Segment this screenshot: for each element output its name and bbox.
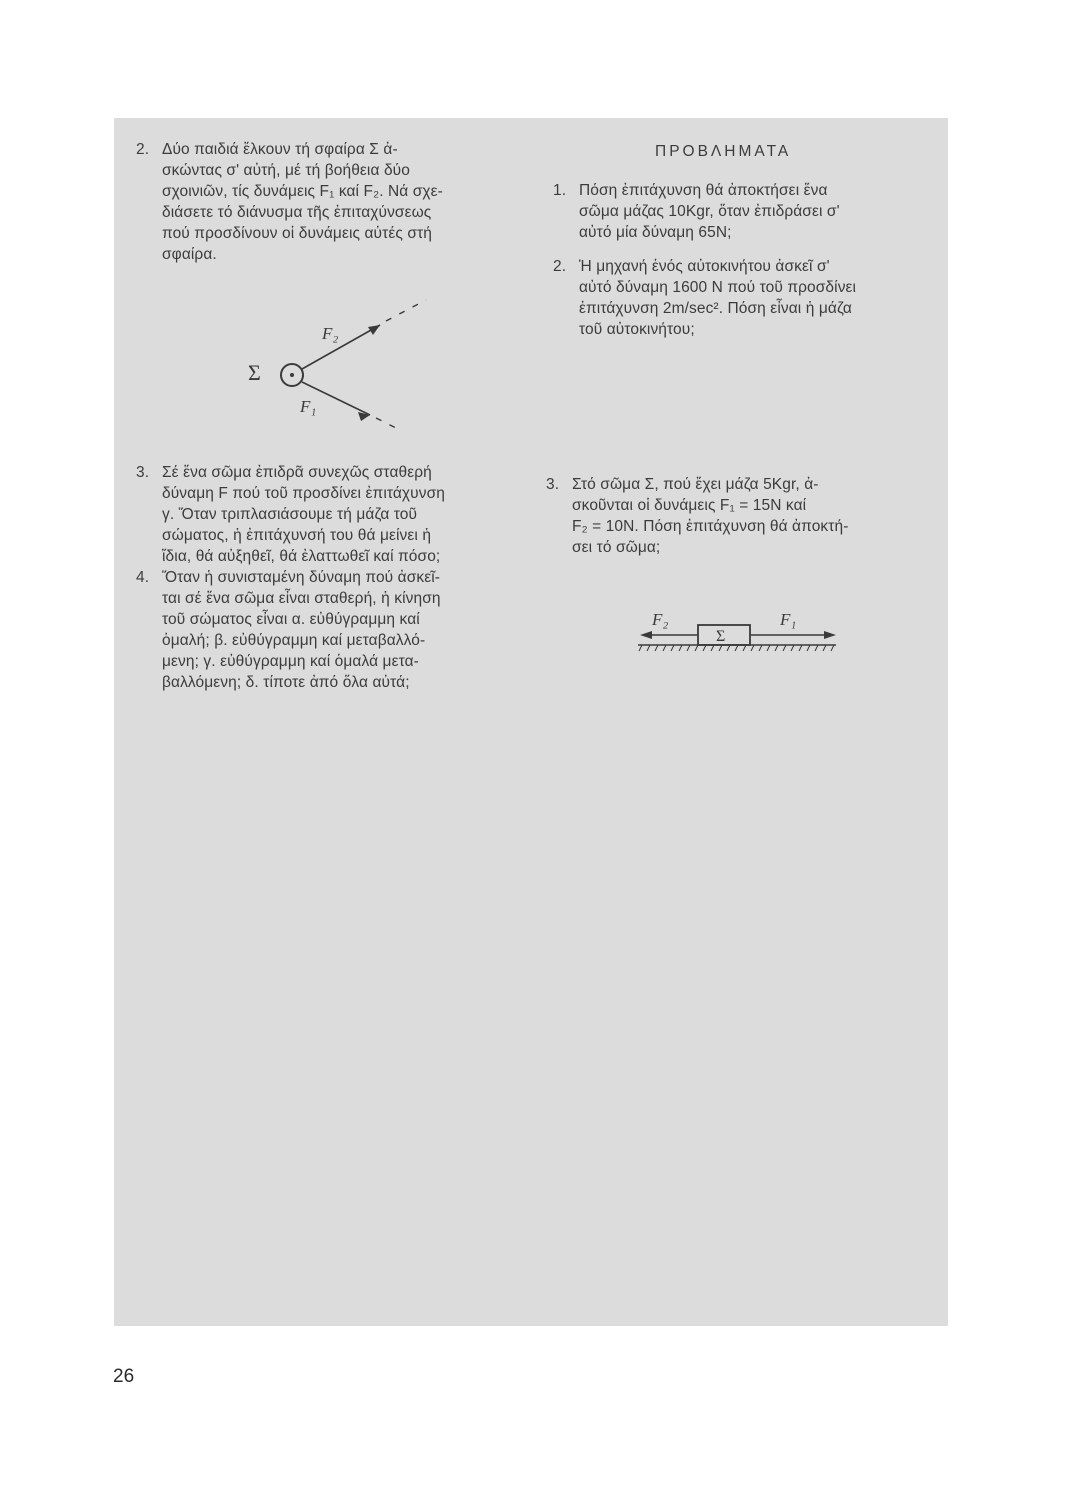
page-number: 26 — [113, 1366, 135, 1387]
text-line: αὐτό δύναμη 1600 N πού τοῦ προσδίνει — [579, 279, 857, 296]
force2-label: F₂ — [322, 324, 339, 343]
right-problem-1 — [553, 180, 935, 243]
text-line: διάσετε τό διάνυσμα τῆς ἐπιταχύνσεως — [162, 204, 432, 221]
item-number: 2. — [136, 141, 150, 158]
text-line: μενη; γ. εὐθύγραμμη καί ὁμαλά μετα- — [162, 653, 419, 670]
item-number: 2. — [553, 258, 567, 275]
block-force1-label: F₁ — [780, 610, 797, 629]
text-line: Ἡ μηχανή ἑνός αὐτοκινήτου ἀσκεῖ σ' — [579, 258, 830, 275]
ground-hatching — [639, 645, 834, 651]
text-line: σώματος, ἡ ἐπιτάχυνσή του θά μείνει ἡ — [162, 527, 432, 544]
text-line: σει τό σῶμα; — [572, 539, 661, 556]
sphere-forces-diagram — [240, 295, 440, 445]
text-line: τοῦ σώματος εἶναι α. εὐθύγραμμη καί — [162, 611, 420, 628]
text-line: σκοῦνται οἱ δυνάμεις F₁ = 15N καί — [572, 497, 807, 514]
right-problem-3 — [546, 474, 936, 558]
text-line: Σέ ἕνα σῶμα ἐπιδρᾶ συνεχῶς σταθερή — [162, 464, 432, 481]
right-problem-2 — [553, 256, 935, 340]
left-problem-4 — [136, 567, 524, 693]
item-number: 4. — [136, 569, 150, 586]
left-problem-2 — [136, 139, 524, 265]
text-line: σῶμα μάζας 10Kgr, ὅταν ἐπιδράσει σ' — [579, 203, 840, 220]
force1-label: F₁ — [300, 397, 317, 416]
text-line: δύναμη F πού τοῦ προσδίνει ἐπιτάχυνση — [162, 485, 445, 502]
text-line: Στό σῶμα Σ, πού ἔχει μάζα 5Kgr, ἀ- — [572, 476, 819, 493]
item-number: 1. — [553, 182, 567, 199]
sphere-center-dot — [290, 373, 294, 377]
text-line: ἴδια, θά αὐξηθεῖ, θά ἐλαττωθεῖ καί πόσο; — [162, 548, 441, 565]
force2-vector — [302, 325, 380, 369]
text-line: τοῦ αὐτοκινήτου; — [579, 321, 695, 338]
section-heading: ΠΡΟΒΛΗΜΑΤΑ — [655, 143, 792, 160]
text-line: ἐπιτάχυνση 2m/sec². Πόση εἶναι ἡ μάζα — [579, 300, 852, 317]
left-problem-3 — [136, 462, 524, 567]
item-number: 3. — [546, 476, 560, 493]
block-label: Σ — [716, 628, 726, 645]
text-line: Δύο παιδιά ἕλκουν τή σφαίρα Σ ἀ- — [162, 141, 398, 158]
text-line: ται σέ ἕνα σῶμα εἶναι σταθερή, ἡ κίνηση — [162, 590, 441, 607]
block-force1-arrowhead — [824, 631, 836, 639]
force1-extension — [376, 418, 400, 430]
text-line: ὁμαλή; β. εὐθύγραμμη καί μεταβαλλό- — [162, 632, 426, 649]
text-line: σκώντας σ' αὐτή, μέ τή βοήθεια δύο — [162, 162, 410, 179]
text-line: γ. Ὅταν τριπλασιάσουμε τή μάζα τοῦ — [162, 506, 418, 523]
sphere-label: Σ — [248, 360, 261, 385]
text-line: F₂ = 10N. Πόση ἐπιτάχυνση θά ἀποκτή- — [572, 518, 849, 535]
force2-extension — [386, 300, 426, 321]
text-line: πού προσδίνουν οἱ δυνάμεις αὐτές στή — [162, 225, 432, 242]
text-line: Ὅταν ἡ συνισταμένη δύναμη πού ἀσκεῖ- — [162, 569, 441, 586]
text-line: σχοινιῶν, τίς δυνάμεις F₁ καί F₂. Νά σχε- — [162, 183, 443, 200]
text-line: αὐτό μία δύναμη 65N; — [579, 224, 732, 241]
text-line: βαλλόμενη; δ. τίποτε ἀπό ὅλα αὐτά; — [162, 674, 410, 691]
block-force2-arrowhead — [640, 631, 652, 639]
block-force2-label: F₂ — [652, 610, 669, 629]
text-line: Πόση ἐπιτάχυνση θά ἀποκτήσει ἕνα — [579, 182, 828, 199]
text-line: σφαίρα. — [162, 246, 217, 263]
block-forces-diagram — [630, 605, 850, 665]
item-number: 3. — [136, 464, 150, 481]
